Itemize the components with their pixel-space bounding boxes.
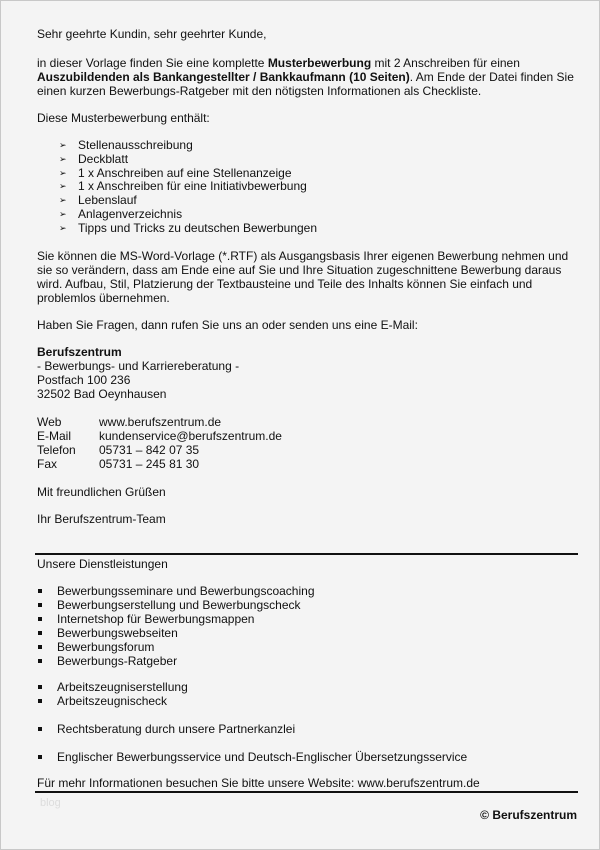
usage-paragraph: Sie können die MS-Word-Vorlage (*.RTF) als Ausgangsbasis Ihrer eigenen Bewerbung nehmen und sie so verändern, dass am Ende eine auf Sie und Ihre Situation zugeschnittene Bewerbung daraus wird. Aufbau, Stil, Platzierung der Textbausteine und Teile des Inhalts können Sie einfach und problemlos übernehmen.: [37, 249, 569, 305]
list-item: [37, 654, 582, 668]
contents-list: [37, 138, 582, 235]
list-item-text: Tipps und Tricks zu deutschen Bewerbungen: [78, 220, 318, 235]
list-item: [37, 722, 582, 736]
contents-heading: Diese Musterbewerbung enthält:: [37, 111, 210, 125]
list-item-text: 1 x Anschreiben für eine Initiativbewerbung: [78, 179, 307, 194]
contact-table: [37, 415, 582, 471]
list-item-text: Anlagenverzeichnis: [78, 206, 183, 221]
services-heading: Unsere Dienstleistungen: [37, 557, 168, 571]
intro-text: mit 2 Anschreiben für einen: [371, 56, 520, 70]
contact-label: E-Mail: [37, 429, 72, 443]
square-bullet-icon: [38, 645, 42, 649]
square-bullet-icon: [38, 727, 42, 731]
address-block: [37, 345, 582, 401]
list-item: [37, 179, 582, 193]
list-item: [37, 138, 582, 152]
list-item-text: Englischer Bewerbungsservice und Deutsch-Englischer Übersetzungsservice: [57, 750, 468, 764]
list-item: [37, 584, 582, 598]
arrow-bullet-icon: ➢: [59, 167, 67, 178]
list-item: [37, 598, 582, 612]
list-item-text: Bewerbungswebseiten: [57, 626, 178, 640]
more-info: Für mehr Informationen besuchen Sie bitte unsere Website: www.berufszentrum.de: [37, 776, 480, 790]
list-item-text: Arbeitszeugnischeck: [57, 694, 168, 708]
list-item-text: Bewerbungsforum: [57, 640, 155, 654]
services-list: [37, 722, 582, 736]
contact-label: Telefon: [37, 443, 76, 457]
contact-label: Fax: [37, 457, 58, 471]
contact-label: Web: [37, 415, 62, 429]
list-item-text: Bewerbungs-Ratgeber: [57, 654, 178, 668]
square-bullet-icon: [38, 589, 42, 593]
list-item-text: Rechtsberatung durch unsere Partnerkanzlei: [57, 722, 296, 736]
services-list: [37, 680, 582, 708]
intro-paragraph: [37, 56, 582, 98]
intro-text: . Am Ende der Datei finden Sie einen kurzen Bewerbungs-Ratgeber mit den nötigsten Informationen als Checkliste.: [37, 70, 574, 98]
list-item-text: Lebenslauf: [78, 193, 137, 208]
list-item: [37, 221, 582, 235]
list-item-text: Bewerbungserstellung und Bewerbungscheck: [57, 598, 301, 612]
arrow-bullet-icon: ➢: [59, 153, 67, 164]
arrow-bullet-icon: ➢: [59, 222, 67, 233]
square-bullet-icon: [38, 685, 42, 689]
list-item-text: Deckblatt: [78, 151, 129, 166]
closing: Mit freundlichen Grüßen: [37, 485, 166, 499]
contact-value: 05731 – 842 07 35: [99, 443, 200, 457]
contact-value: kundenservice@berufszentrum.de: [99, 429, 282, 443]
list-item-text: Internetshop für Bewerbungsmappen: [57, 612, 255, 626]
list-item: [37, 750, 582, 764]
list-item-text: Bewerbungsseminare und Bewerbungscoaching: [57, 584, 315, 598]
square-bullet-icon: [38, 603, 42, 607]
divider-bottom: [35, 791, 578, 793]
contact-row: [37, 457, 582, 471]
greeting: Sehr geehrte Kundin, sehr geehrter Kunde,: [37, 27, 267, 41]
divider-top: [35, 553, 578, 555]
copyright: © Berufszentrum: [480, 808, 577, 822]
intro-bold-2: Auszubildenden als Bankangestellter / Bankkaufmann (10 Seiten): [37, 70, 410, 84]
square-bullet-icon: [38, 699, 42, 703]
contact-row: [37, 415, 582, 429]
list-item: [37, 626, 582, 640]
square-bullet-icon: [38, 659, 42, 663]
arrow-bullet-icon: ➢: [59, 140, 67, 150]
intro-bold-1: Musterbewerbung: [267, 56, 372, 70]
arrow-bullet-icon: ➢: [59, 181, 67, 192]
list-item: [37, 640, 582, 654]
list-item: [37, 152, 582, 166]
list-item-text: 1 x Anschreiben auf eine Stellenanzeige: [78, 165, 292, 180]
square-bullet-icon: [38, 631, 42, 635]
list-item: [37, 193, 582, 207]
list-item: [37, 166, 582, 180]
contact-row: [37, 429, 582, 443]
signature: Ihr Berufszentrum-Team: [37, 512, 166, 526]
list-item: [37, 207, 582, 221]
services-list: [37, 750, 582, 764]
services-list: [37, 584, 582, 668]
watermark: blog: [40, 797, 61, 809]
questions-text: Haben Sie Fragen, dann rufen Sie uns an oder senden uns eine E-Mail:: [37, 318, 418, 332]
list-item: [37, 694, 582, 708]
list-item-text: Arbeitszeugniserstellung: [57, 680, 188, 694]
arrow-bullet-icon: ➢: [59, 208, 67, 219]
contact-row: [37, 443, 582, 457]
arrow-bullet-icon: ➢: [59, 195, 67, 206]
address-line: Postfach 100 236: [37, 373, 131, 387]
address-line: 32502 Bad Oeynhausen: [37, 387, 167, 401]
contact-value: www.berufszentrum.de: [99, 415, 222, 429]
list-item-text: Stellenausschreibung: [78, 138, 193, 152]
list-item: [37, 612, 582, 626]
square-bullet-icon: [38, 617, 42, 621]
square-bullet-icon: [38, 755, 42, 759]
intro-text: in dieser Vorlage finden Sie eine komplette: [37, 56, 268, 70]
address-line: - Bewerbungs- und Karriereberatung -: [37, 359, 240, 373]
list-item: [37, 680, 582, 694]
company-name: Berufszentrum: [37, 345, 122, 359]
contact-value: 05731 – 245 81 30: [99, 457, 200, 471]
